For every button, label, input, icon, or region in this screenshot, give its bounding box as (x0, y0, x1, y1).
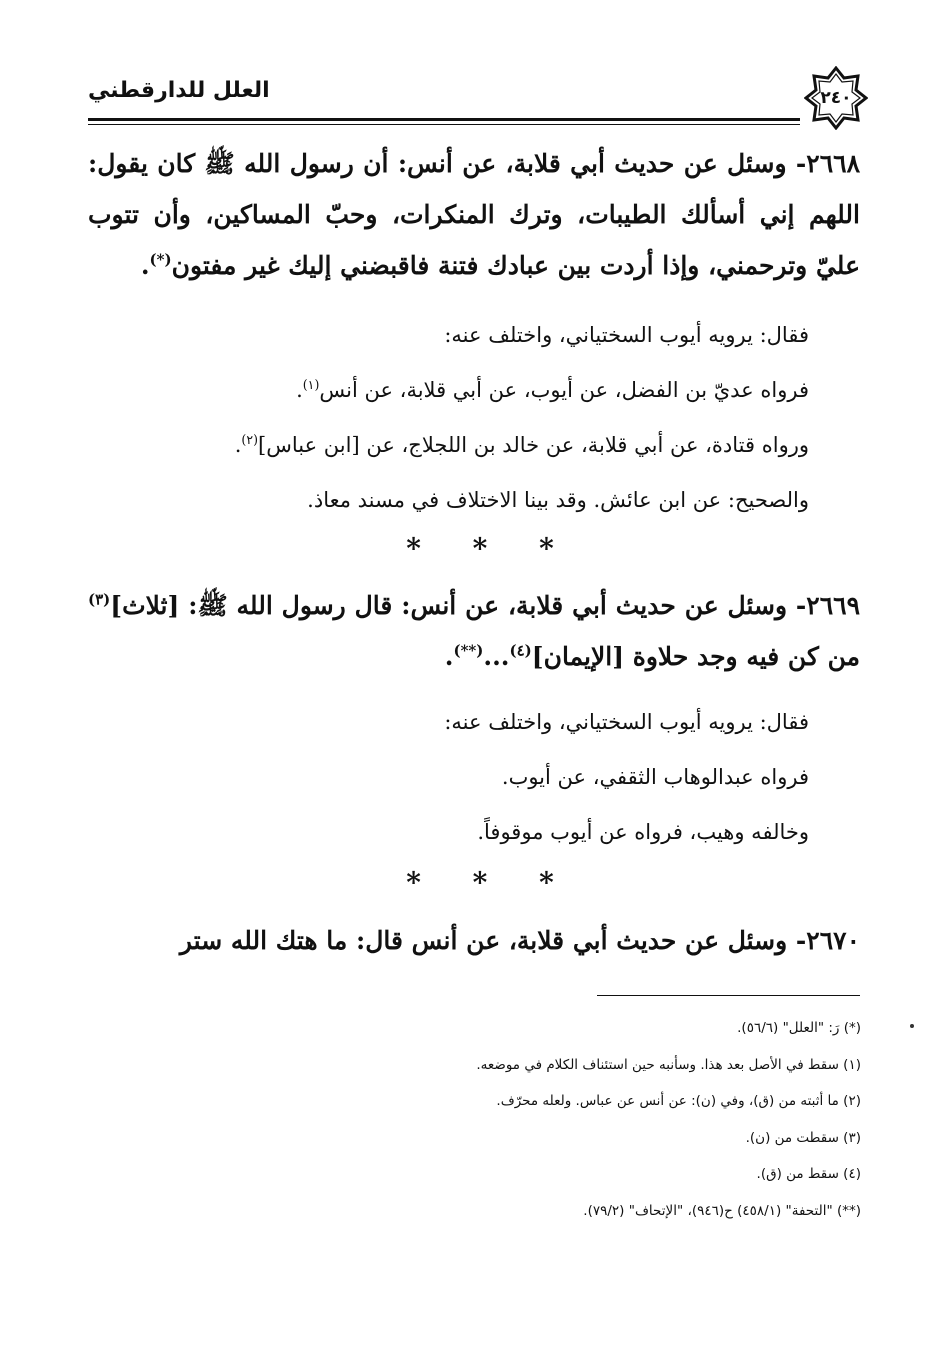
page-number: ٢٤٠ (820, 88, 852, 108)
footnote: (**) "التحفة" (٤٥٨/١) ح(٩٤٦)، "الإتحاف" (٧٩/٢). (583, 1202, 861, 1219)
footnote: (٣) سقطت من (ن). (745, 1129, 861, 1146)
footnote-ref: (٢) (241, 432, 259, 447)
hadith-2669: ٢٦٦٩- وسئل عن حديث أبي قلابة، عن أنس: قال رسول الله ﷺ: [ثلاث]$^{(٣)}$ من كن فيه وجد حلاوة [الإيمان]$^{(٤)}$...(**). (88, 590, 860, 671)
section-separator: * * * (406, 532, 554, 565)
footnote-ref: (**) (453, 641, 484, 660)
narration-line: فرواه عبدالوهاب الثقفي، عن أيوب. (501, 765, 809, 789)
narration-line: فرواه عديّ بن الفضل، عن أيوب، عن أبي قلابة، عن أنس$^{(١)}$. (296, 377, 809, 402)
page-number-badge (804, 66, 868, 130)
header-rule-thin (88, 124, 800, 125)
narration-line: ورواه قتادة، عن أبي قلابة، عن خالد بن اللجلاج، عن [ابن عباس]$^{(٢)}$. (234, 432, 809, 457)
footnote-ref: (٤) (509, 641, 532, 660)
narration-line: فقال: يرويه أيوب السختياني، واختلف عنه: (444, 710, 809, 734)
footnote-ref: (*) (149, 250, 172, 269)
isnad-discussion-2669 (109, 695, 809, 860)
narration-line: والصحيح: عن ابن عائش. وقد بينا الاختلاف في مسند معاذ. (307, 488, 809, 512)
footnotes (161, 1010, 861, 1229)
footnote: (٤) سقط من (ق). (756, 1166, 861, 1182)
narration-line: وخالفه وهيب، فرواه عن أيوب موقوفاً. (477, 820, 809, 844)
footnote-ref: (٣) (88, 590, 111, 609)
hadith-2670: ٢٦٧٠- وسئل عن حديث أبي قلابة، عن أنس قال: ما هتك الله ستر (179, 926, 860, 955)
hadith-2668 (88, 138, 860, 291)
footnote-ref: (١) (302, 377, 320, 392)
section-separator: * * * (406, 866, 554, 899)
running-title: العلل للدارقطني (88, 78, 270, 103)
footnote-rule (597, 995, 860, 996)
isnad-discussion-2668 (109, 308, 809, 528)
footnote: (١) سقط في الأصل بعد هذا. وسأنبه حين استئناف الكلام في موضعه. (476, 1056, 861, 1073)
footnote: (*) رَ: "العلل" (٥٦/٦). (737, 1020, 861, 1036)
hadith-end: . (140, 251, 150, 280)
narration-line: فقال: يرويه أيوب السختياني، واختلف عنه: (444, 323, 809, 347)
hadith-text: ٢٦٦٨- وسئل عن حديث أبي قلابة، عن أنس: أن رسول الله ﷺ كان يقول: اللهم إني أسألك الطيبات، وترك المنكرات، وحبّ المساكين، وأن تتوب عليّ وترحمني، وإذا أردت بين عبادك فتنة فاقبضني إليك غير مفتون (88, 149, 860, 280)
header-rule (88, 118, 800, 121)
footnote: (٢) ما أثبته من (ق)، وفي (ن): عن أنس عن عباس. ولعله محرّف. (496, 1093, 861, 1109)
margin-mark (910, 1024, 914, 1028)
